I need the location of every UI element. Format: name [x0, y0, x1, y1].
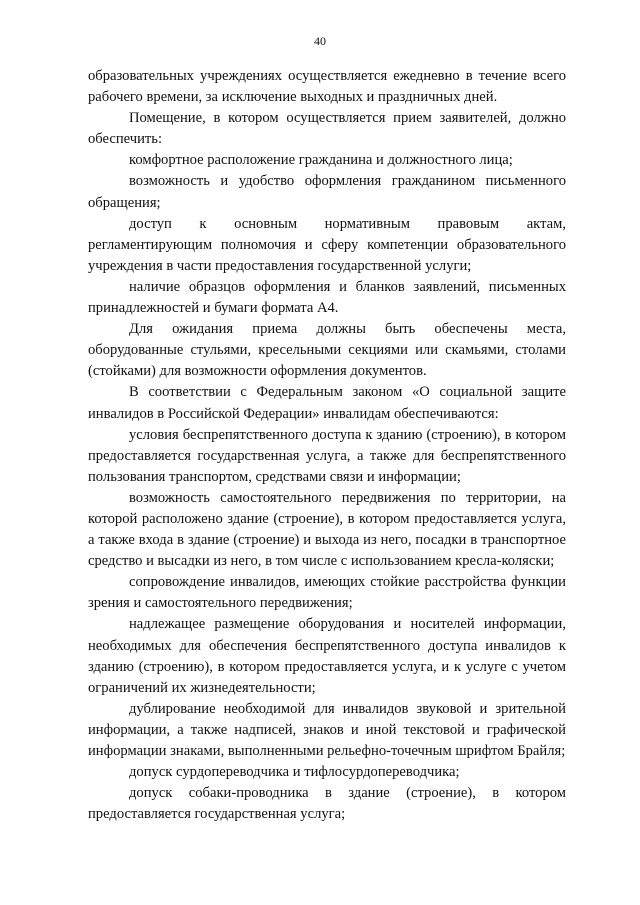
paragraph-access-to-acts: доступ к основным нормативным правовым актам, регламентирующим полномочия и сферу компетенции образовательного учреждения в части предоставления государственной услуги; [88, 215, 566, 274]
paragraph-braille-duplication: дублирование необходимой для инвалидов звуковой и зрительной информации, а также надписей, знаков и иной текстовой и графической информации знаками, выполненными рельефно-точечным шрифтом Брайля; [88, 700, 566, 759]
document-body [88, 66, 566, 825]
paragraph-federal-law: В соответствии с Федеральным законом «О социальной защите инвалидов в Российской Федерации» инвалидам обеспечиваются: [88, 384, 566, 422]
paragraph-independent-movement: возможность самостоятельного передвижения по территории, на которой расположено здание (строение), в котором предоставляется услуга, а также входа в здание (строение) и выхода из него, посадки в транспортное средство и высадки из него, в том числе с использованием кресла-коляски; [88, 489, 566, 570]
paragraph-written-appeal: возможность и удобство оформления гражданином письменного обращения; [88, 173, 566, 211]
paragraph-waiting-places: Для ожидания приема должны быть обеспечены места, оборудованные стульями, кресельными секциями или скамьями, столами (стойками) для возможности оформления документов. [88, 321, 566, 380]
paragraph-form-samples: наличие образцов оформления и бланков заявлений, письменных принадлежностей и бумаги формата А4. [88, 278, 566, 317]
paragraph-equipment-placement: надлежащее размещение оборудования и носителей информации, необходимых для обеспечения беспрепятственного доступа инвалидов к зданию (строению), в котором предоставляется услуга, и к услуге с учетом ограничений их жизнедеятельности; [88, 616, 566, 696]
paragraph-guide-dog-admission: допуск собаки-проводника в здание (строение), в котором предоставляется государственная услуга; [88, 785, 566, 823]
paragraph-comfortable-placement: комфортное расположение гражданина и должностного лица; [129, 152, 513, 169]
paragraph-interpreter-admission: допуск сурдопереводчика и тифлосурдопереводчика; [129, 764, 460, 781]
paragraph-access-conditions: условия беспрепятственного доступа к зданию (строению), в котором предоставляется государственная услуга, а также для беспрепятственного пользования транспортом, средствами связи и информации; [88, 426, 566, 485]
paragraph-continuation: образовательных учреждениях осуществляется ежедневно в течение всего рабочего времени, за исключение выходных и праздничных дней. [88, 68, 566, 106]
paragraph-escort: сопровождение инвалидов, имеющих стойкие расстройства функции зрения и самостоятельного передвижения; [88, 574, 566, 612]
paragraph-premises-requirements: Помещение, в котором осуществляется прием заявителей, должно обеспечить: [88, 110, 566, 148]
page-number: 40 [314, 34, 326, 48]
